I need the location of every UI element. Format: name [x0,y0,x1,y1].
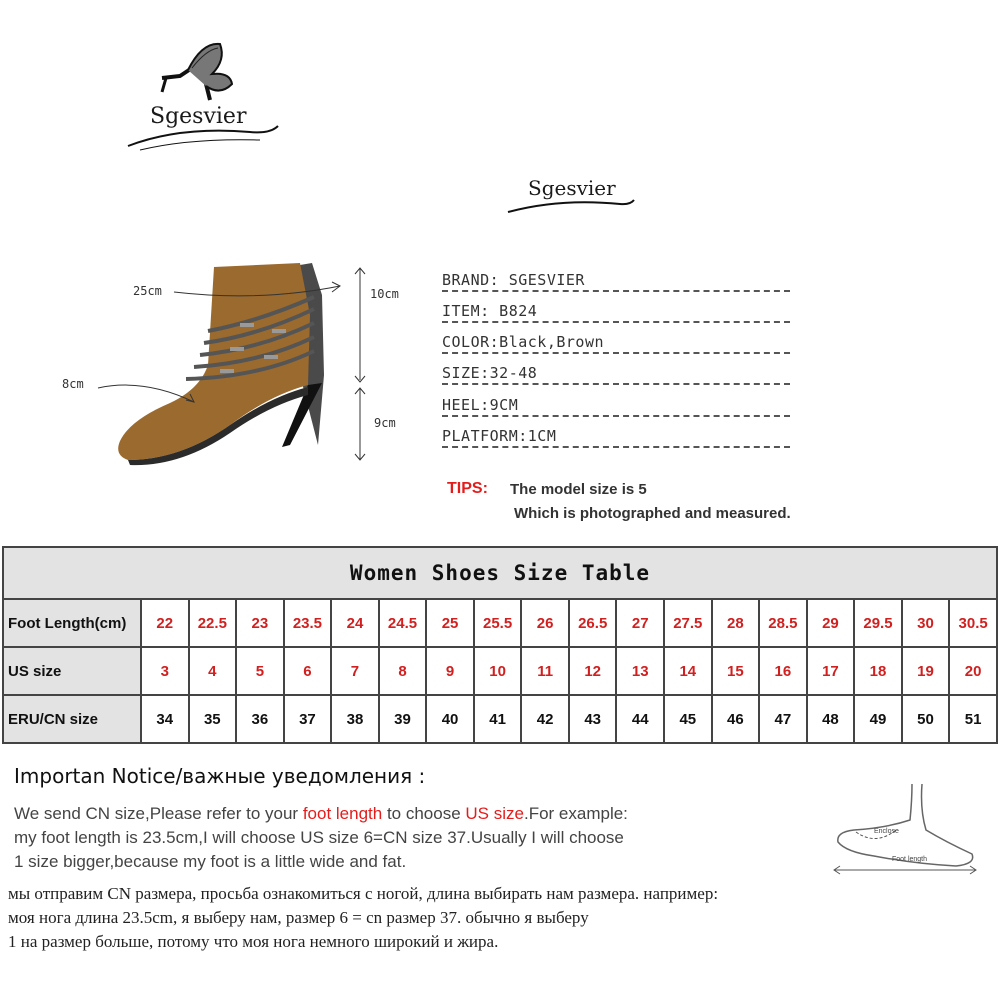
toe-width-arrow-icon [94,378,204,418]
table-cell: 50 [902,695,950,743]
notice-en-line-1 [14,804,628,824]
table-cell: 8 [379,647,427,695]
notice-ru-line-3: 1 на размер больше, потому что моя нога немного широкий и жира. [8,932,499,951]
row-label: ERU/CN size [3,695,141,743]
row-label: US size [3,647,141,695]
tips-photographed-note: Which is photographed and measured. [514,505,791,522]
table-cell: 36 [236,695,284,743]
table-cell: 6 [284,647,332,695]
table-cell: 37 [284,695,332,743]
foot-diagram [826,780,986,880]
table-cell: 45 [664,695,712,743]
table-cell: 49 [854,695,902,743]
table-cell: 26 [521,599,569,647]
height-arrows-icon [350,264,370,464]
heel-butterfly-icon [120,40,290,160]
table-cell: 5 [236,647,284,695]
table-cell: 27 [616,599,664,647]
table-cell: 4 [189,647,237,695]
table-cell: 51 [949,695,997,743]
table-cell: 39 [379,695,427,743]
foot-outline-icon [826,780,986,880]
table-cell: 38 [331,695,379,743]
notice-text: We send CN size,Please refer to your [14,804,303,823]
table-cell: 25 [426,599,474,647]
table-cell: 11 [521,647,569,695]
notice-highlight-us-size: US size [465,804,524,823]
table-cell: 40 [426,695,474,743]
table-cell: 18 [854,647,902,695]
table-cell: 19 [902,647,950,695]
table-cell: 9 [426,647,474,695]
table-cell: 15 [712,647,760,695]
size-table-title: Women Shoes Size Table [3,547,997,599]
table-cell: 25.5 [474,599,522,647]
spec-size: SIZE:32-48 [442,364,790,385]
size-table [2,546,998,744]
tips-label: TIPS: [447,480,488,497]
tips-model-size: The model size is 5 [510,481,647,498]
table-cell: 41 [474,695,522,743]
foot-enclose-label: Enclose [874,828,899,835]
table-cell: 23 [236,599,284,647]
heel-height-label: 9cm [374,416,396,430]
table-cell: 28.5 [759,599,807,647]
brand-logo-text: Sgesvier [150,104,247,129]
logo-swash-icon [500,170,640,220]
brand-logo-small-text: Sgesvier [528,176,616,200]
table-cell: 26.5 [569,599,617,647]
table-cell: 24.5 [379,599,427,647]
circumference-arrow-icon [170,278,350,318]
table-cell: 17 [807,647,855,695]
table-row-us-size [3,647,997,695]
table-cell: 16 [759,647,807,695]
table-cell: 3 [141,647,189,695]
row-label: Foot Length(cm) [3,599,141,647]
table-cell: 22.5 [189,599,237,647]
table-cell: 10 [474,647,522,695]
table-cell: 30.5 [949,599,997,647]
notice-en-line-2: my foot length is 23.5cm,I will choose US size 6=CN size 37.Usually I will choose [14,828,624,847]
spec-platform: PLATFORM:1CM [442,427,790,448]
table-cell: 22 [141,599,189,647]
notice-ru-line-1: мы отправим CN размера, просьба ознакомиться с ногой, длина выбирать нам размера. например: [8,884,719,903]
table-cell: 29.5 [854,599,902,647]
table-cell: 42 [521,695,569,743]
notice-title: Importan Notice/важные уведомления : [14,764,426,788]
table-cell: 27.5 [664,599,712,647]
shaft-height-label: 10cm [370,287,399,301]
table-cell: 48 [807,695,855,743]
table-cell: 24 [331,599,379,647]
table-cell: 35 [189,695,237,743]
table-cell: 44 [616,695,664,743]
brand-logo-small [500,170,640,220]
table-row-eu-cn-size [3,695,997,743]
foot-length-label: Foot length [892,856,928,863]
table-cell: 47 [759,695,807,743]
notice-text: .For example: [523,804,628,823]
table-cell: 20 [949,647,997,695]
brand-logo [120,40,290,160]
table-cell: 14 [664,647,712,695]
notice-highlight-foot-length: foot length [302,804,383,823]
table-cell: 29 [807,599,855,647]
table-cell: 13 [616,647,664,695]
table-cell: 43 [569,695,617,743]
notice-text: to choose [382,804,466,823]
notice-en-line-3: 1 size bigger,because my foot is a little wide and fat. [14,852,407,871]
table-cell: 7 [331,647,379,695]
table-cell: 12 [569,647,617,695]
spec-color: COLOR:Black,Brown [442,333,790,354]
table-cell: 46 [712,695,760,743]
table-cell: 30 [902,599,950,647]
spec-brand: BRAND: SGESVIER [442,271,790,292]
table-cell: 34 [141,695,189,743]
notice-ru-line-2: моя нога длина 23.5cm, я выберу нам, размер 6 = cn размер 37. обычно я выберу [8,908,589,927]
shaft-circumference-label: 25cm [133,284,162,298]
spec-heel: HEEL:9CM [442,396,790,417]
table-cell: 28 [712,599,760,647]
table-cell: 23.5 [284,599,332,647]
toe-width-label: 8cm [62,377,84,391]
spec-item: ITEM: B824 [442,302,790,323]
table-row-foot-length [3,599,997,647]
